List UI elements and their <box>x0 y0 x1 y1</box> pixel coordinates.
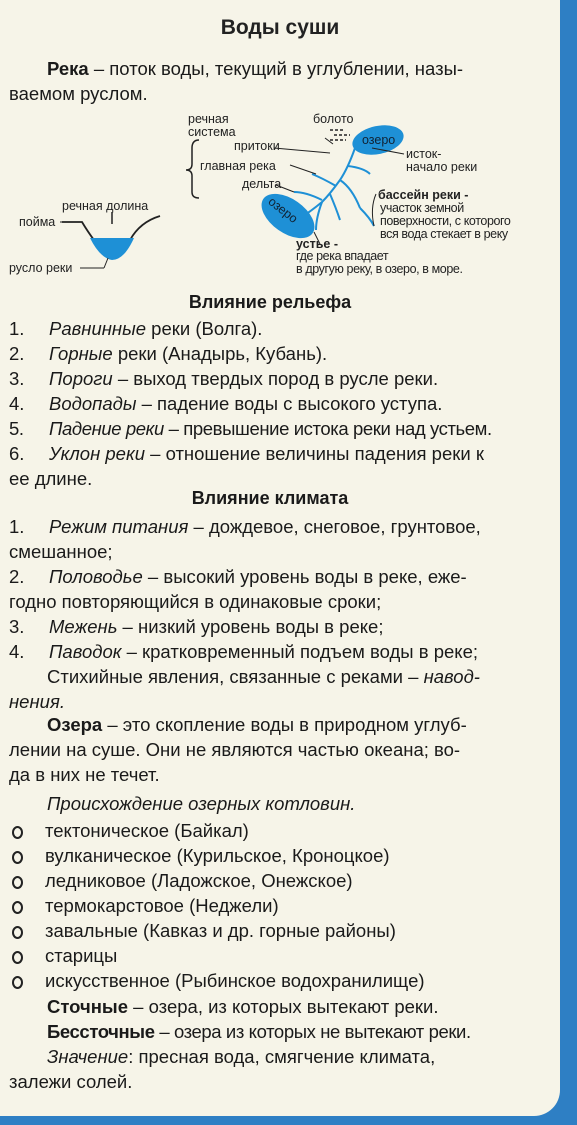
list-item <box>9 366 549 391</box>
text-relief-items-4-rest: – превышение истока реки над устьем. <box>163 418 492 439</box>
lake-types <box>9 994 549 1094</box>
text-lakes-meaning-term: Значение <box>47 1046 129 1067</box>
list-item <box>12 968 552 993</box>
relief-list <box>9 316 549 491</box>
circle-bullet-icon <box>12 851 23 864</box>
river-system-diagram <box>0 108 560 284</box>
text-lakes-endorheic-term: Бессточные <box>47 1021 155 1042</box>
text-climate-disasters-term1: навод- <box>423 666 480 687</box>
text-relief-items-4-term: Падение реки <box>49 418 164 439</box>
swamp-label: болото <box>313 112 354 126</box>
origin-list <box>12 818 552 993</box>
basin-title: бассейн реки - <box>378 188 469 202</box>
main-river-label: главная река <box>200 159 276 173</box>
text-climate-item1-rest: – дождевое, снеговое, грунтовое, <box>188 516 481 537</box>
floodplain-label: пойма <box>19 215 56 229</box>
text-relief-items-2-rest: – выход твердых пород в русле реки. <box>112 368 439 389</box>
circle-bullet-icon <box>12 926 23 939</box>
page-title: Воды суши <box>220 16 340 39</box>
text-relief-items-5-rest: – отношение величины падения реки к <box>145 443 484 464</box>
text-lakes-origins-6: искусственное (Рыбинское водохранилище) <box>45 970 425 991</box>
text-lakes-origins-4: завальные (Кавказ и др. горные районы) <box>45 920 396 941</box>
text-lakes-line1-rest: – это скопление воды в природном углуб- <box>102 714 467 735</box>
text-climate-disasters-text: Стихийные явления, связанные с реками – <box>47 666 424 687</box>
text-climate-item4-term: Паводок <box>49 641 122 662</box>
river-system-brace <box>186 140 199 198</box>
river-system-label: речная система <box>188 112 236 139</box>
text-climate-item1-term: Режим питания <box>49 516 189 537</box>
river-term: Река <box>47 58 89 79</box>
lake-top-label: озеро <box>362 133 396 147</box>
text-lakes-origins-3: термокарстовое (Неджели) <box>45 895 279 916</box>
list-item-cont: ее длине. <box>9 468 93 489</box>
source-label: исток- начало реки <box>406 147 478 174</box>
list-item <box>12 818 552 843</box>
text-climate-item4-rest: – кратковременный подъем воды в реке; <box>121 641 479 662</box>
circle-bullet-icon <box>12 876 23 889</box>
text-climate-item2-rest: – высокий уровень воды в реке, еже- <box>142 566 467 587</box>
delta-label: дельта <box>242 177 282 191</box>
text-climate-item3-term: Межень <box>49 616 118 637</box>
relief-heading: Влияние рельефа <box>188 292 352 312</box>
text-climate-item2-term: Половодье <box>49 566 143 587</box>
text-relief-items-1-n: 2. <box>9 343 25 364</box>
text-lakes-origins-0: тектоническое (Байкал) <box>45 820 249 841</box>
text-climate-item3-n: 3. <box>9 616 25 637</box>
text-relief-items-1-rest: реки (Анадырь, Кубань). <box>112 343 328 364</box>
text-lakes-drainage-term: Сточные <box>47 996 129 1017</box>
river-definition <box>9 56 549 106</box>
list-item <box>9 391 549 416</box>
text-climate-item3-rest: – низкий уровень воды в реке; <box>117 616 384 637</box>
text-relief-items-0-rest: реки (Волга). <box>146 318 263 339</box>
text-relief-items-3-term: Водопады <box>49 393 137 414</box>
circle-bullet-icon <box>12 976 23 989</box>
riverbed-label: русло реки <box>9 261 73 275</box>
circle-bullet-icon <box>12 951 23 964</box>
climate-list <box>9 514 549 714</box>
list-item <box>9 341 549 366</box>
valley-cross-section <box>60 212 160 268</box>
text-lakes-line3: да в них не течет. <box>9 764 160 785</box>
text-relief-items-3-n: 4. <box>9 393 25 414</box>
text-climate-item2-cont: годно повторяющийся в одинаковые сроки; <box>9 591 382 612</box>
list-item <box>12 893 552 918</box>
text-relief-items-0-n: 1. <box>9 318 25 339</box>
text-lakes-meaning-cont: залежи солей. <box>9 1071 133 1092</box>
text-lakes-term: Озера <box>47 714 103 735</box>
valley-label: речная долина <box>62 199 149 213</box>
tributaries-label: притоки <box>234 139 280 153</box>
text-relief-items-3-rest: – падение воды с высокого уступа. <box>136 393 443 414</box>
mouth-title: устье - <box>296 237 338 251</box>
text-lakes-drainage-rest: – озера, из которых вытекают реки. <box>128 996 439 1017</box>
text-climate-item4-n: 4. <box>9 641 25 662</box>
text-relief-items-5-n: 6. <box>9 443 25 464</box>
text-relief-items-1-term: Горные <box>49 343 113 364</box>
swamp-mark <box>330 130 350 140</box>
list-item <box>12 918 552 943</box>
mouth-desc: где река впадает в другую реку, в озеро, в море. <box>296 249 463 276</box>
text-lakes-origins-1: вулканическое (Курильское, Кроноцкое) <box>45 845 390 866</box>
text-relief-items-2-term: Пороги <box>49 368 113 389</box>
list-item <box>12 843 552 868</box>
lakes-definition <box>9 712 549 787</box>
river-def-line2: ваемом руслом. <box>9 83 148 104</box>
list-item <box>9 416 549 441</box>
text-relief-items-5-term: Уклон реки <box>49 443 145 464</box>
text-climate-item2-n: 2. <box>9 566 25 587</box>
circle-bullet-icon <box>12 901 23 914</box>
basin-desc: участок земной поверхности, с которого вся вода стекает в реку <box>380 201 511 241</box>
text-lakes-origins-5: старицы <box>45 945 118 966</box>
river-def-line1: – поток воды, текущий в углублении, назы- <box>88 58 464 79</box>
text-climate-disasters-term2: нения. <box>9 691 65 712</box>
text-climate-item1-n: 1. <box>9 516 25 537</box>
list-item <box>9 441 549 466</box>
text-lakes-origins-2: ледниковое (Ладожское, Онежское) <box>45 870 353 891</box>
text-lakes-endorheic-rest: – озера из которых не вытекают реки. <box>154 1021 471 1042</box>
text-lakes-meaning-rest: : пресная вода, смягчение климата, <box>128 1046 436 1067</box>
text-lakes-line2: лении на суше. Они не являются частью океана; во- <box>9 739 461 760</box>
circle-bullet-icon <box>12 826 23 839</box>
text-relief-items-4-n: 5. <box>9 418 24 439</box>
list-item <box>12 943 552 968</box>
lake-bottom-label: озеро <box>265 194 301 226</box>
origin-heading: Происхождение озерных котловин. <box>47 793 356 814</box>
list-item <box>12 868 552 893</box>
text-climate-item1-cont: смешанное; <box>9 541 113 562</box>
text-relief-items-0-term: Равнинные <box>49 318 147 339</box>
list-item <box>9 316 549 341</box>
climate-heading: Влияние климата <box>191 488 349 508</box>
text-relief-items-2-n: 3. <box>9 368 25 389</box>
